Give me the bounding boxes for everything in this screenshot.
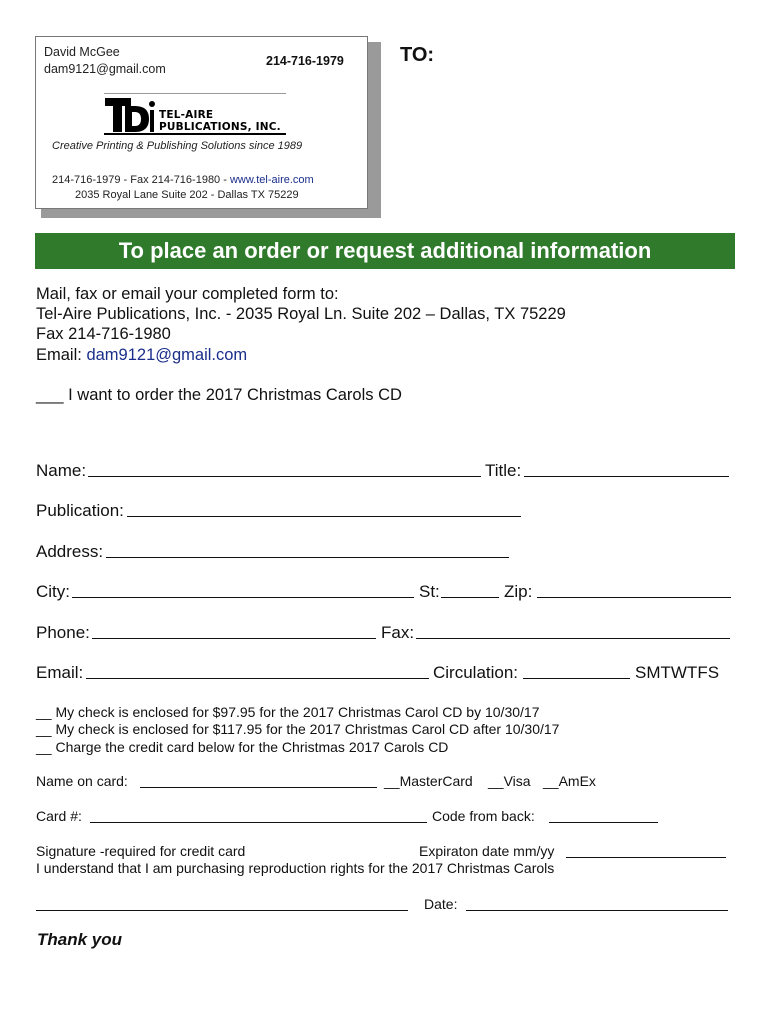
expiration-field[interactable] <box>566 857 726 858</box>
date-label: Date: <box>424 896 458 912</box>
name-on-card-label: Name on card: <box>36 773 128 789</box>
mastercard-option[interactable]: __MasterCard <box>384 773 473 789</box>
phone-field[interactable] <box>92 638 376 639</box>
logo-text-line2: PUBLICATIONS, INC. <box>159 121 281 133</box>
order-banner: To place an order or request additional information <box>35 233 735 269</box>
signature-label: Signature -required for credit card <box>36 843 246 859</box>
tdi-logo-icon <box>105 96 155 132</box>
card-email: dam9121@gmail.com <box>44 62 166 76</box>
address-label: Address: <box>36 542 104 561</box>
payment-option-early-check[interactable]: __ My check is enclosed for $97.95 for the 2017 Christmas Carol CD by 10/30/17 <box>36 704 540 720</box>
email-field[interactable] <box>86 678 429 679</box>
card-contact-prefix: 214-716-1979 - Fax 214-716-1980 - <box>52 174 230 186</box>
publication-field[interactable] <box>127 516 521 517</box>
payment-option-late-check[interactable]: __ My check is enclosed for $117.95 for the 2017 Christmas Carol CD after 10/30/17 <box>36 721 560 737</box>
signature-field[interactable] <box>36 910 408 911</box>
card-number-field[interactable] <box>90 822 427 823</box>
title-label: Title: <box>485 461 522 480</box>
name-label: Name: <box>36 461 87 480</box>
order-cd-checkbox[interactable]: ___ I want to order the 2017 Christmas Carols CD <box>36 386 402 404</box>
card-number-label: Card #: <box>36 808 82 824</box>
city-label: City: <box>36 582 70 601</box>
name-field[interactable] <box>88 476 481 477</box>
circulation-label: Circulation: <box>433 663 519 682</box>
zip-field[interactable] <box>537 597 731 598</box>
card-phone: 214-716-1979 <box>266 54 344 68</box>
card-contact-line <box>52 174 314 186</box>
card-website-link[interactable]: www.tel-aire.com <box>229 174 314 186</box>
date-field[interactable] <box>466 910 728 911</box>
fax-field[interactable] <box>416 638 730 639</box>
instructions-email-link[interactable]: dam9121@gmail.com <box>86 346 248 364</box>
instructions-email-line <box>36 346 247 365</box>
thank-you-text: Thank you <box>37 930 123 949</box>
zip-label: Zip: <box>504 582 533 601</box>
instructions-line2: Tel-Aire Publications, Inc. - 2035 Royal Ln. Suite 202 – Dallas, TX 75229 <box>36 305 566 323</box>
instructions-fax: Fax 214-716-1980 <box>36 325 171 343</box>
visa-option[interactable]: __Visa <box>488 773 531 789</box>
days-of-week[interactable]: SMTWTFS <box>635 663 720 682</box>
city-field[interactable] <box>72 597 414 598</box>
email-label: Email: <box>36 663 84 682</box>
address-field[interactable] <box>106 557 509 558</box>
instructions-email-label: Email: <box>36 346 87 364</box>
state-label: St: <box>419 582 440 601</box>
card-tagline: Creative Printing & Publishing Solutions since 1989 <box>52 140 303 152</box>
payment-option-credit-card[interactable]: __ Charge the credit card below for the Christmas 2017 Carols CD <box>36 739 449 755</box>
expiration-label: Expiraton date mm/yy <box>419 843 555 859</box>
name-on-card-field[interactable] <box>140 787 377 788</box>
code-from-back-field[interactable] <box>549 822 658 823</box>
to-label: TO: <box>400 44 435 66</box>
title-field[interactable] <box>524 476 729 477</box>
circulation-field[interactable] <box>523 678 630 679</box>
amex-option[interactable]: __AmEx <box>543 773 596 789</box>
card-address: 2035 Royal Lane Suite 202 - Dallas TX 75229 <box>75 189 299 201</box>
fax-label: Fax: <box>381 623 415 642</box>
logo-underline <box>104 133 286 135</box>
instructions-line1: Mail, fax or email your completed form to: <box>36 285 339 303</box>
rights-statement: I understand that I am purchasing reproduction rights for the 2017 Christmas Carols <box>36 860 555 876</box>
publication-label: Publication: <box>36 501 124 520</box>
card-name: David McGee <box>44 45 120 59</box>
state-field[interactable] <box>441 597 499 598</box>
logo-text-line1: TEL-AIRE <box>159 109 214 121</box>
logo-rule <box>104 93 286 94</box>
phone-label: Phone: <box>36 623 90 642</box>
code-from-back-label: Code from back: <box>432 808 535 824</box>
